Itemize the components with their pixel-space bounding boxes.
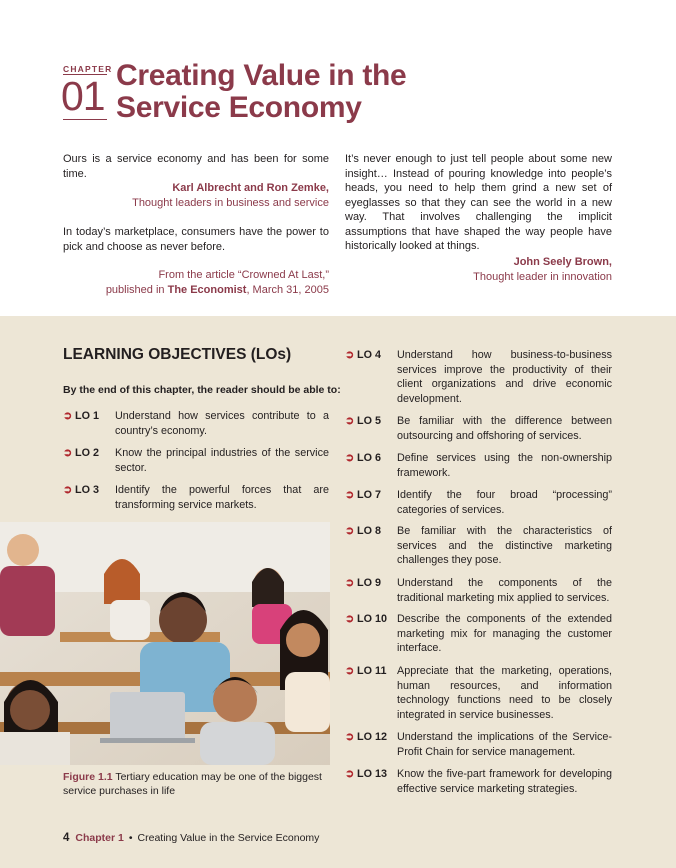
objectives-heading: LEARNING OBJECTIVES (LOs) [63, 346, 292, 363]
arrow-right-icon: ➲ [345, 452, 355, 464]
chapter-title: Creating Value in the Service Economy [116, 59, 407, 124]
arrow-right-icon: ➲ [63, 447, 73, 459]
objective-tag: ➲ LO 12 [345, 731, 388, 743]
objective-lo10 [345, 612, 612, 657]
objective-lo6 [345, 451, 612, 481]
quote-2-source-pre: published in [105, 283, 168, 296]
objective-tag: ➲ LO 9 [345, 577, 382, 589]
objective-text: Understand how business-to-business services improve the productivity of their client organizations and drive economic development. [397, 349, 612, 406]
quote-1-text: Ours is a service economy and has been for some time. [63, 153, 329, 180]
objective-text: Know the five-part framework for developing effective service marketing strategies. [397, 768, 612, 795]
objective-tag: ➲ LO 6 [345, 452, 382, 464]
chapter-label: CHAPTER [63, 64, 113, 74]
footer-bullet: • [128, 832, 133, 844]
objective-text: Describe the components of the extended marketing mix for managing the customer interface. [397, 613, 612, 655]
objective-text: Understand the components of the traditional marketing mix applied to services. [397, 577, 612, 604]
quote-2-date: , March 31, 2005 [246, 283, 329, 296]
quote-1-attribution [63, 181, 329, 210]
objective-text: Identify the four broad “processing” categories of services. [397, 489, 612, 516]
quote-2-source-line1: From the article “Crowned At Last,” [158, 269, 329, 281]
arrow-right-icon: ➲ [345, 731, 355, 743]
objective-lo9 [345, 576, 612, 606]
chapter-rule-bottom [63, 119, 107, 120]
quote-2-publication: The Economist [167, 283, 247, 296]
classroom-photo [0, 522, 330, 765]
arrow-right-icon: ➲ [345, 415, 355, 427]
objective-tag: ➲ LO 10 [345, 613, 388, 625]
objective-tag: ➲ LO 3 [63, 484, 100, 496]
objective-text: Be familiar with the characteristics of services and the distinctive marketing challenges they pose. [397, 525, 612, 567]
arrow-right-icon: ➲ [345, 577, 355, 589]
objective-lo7 [345, 488, 612, 518]
objective-tag: ➲ LO 11 [345, 665, 387, 677]
footer-chapter: Chapter 1 [75, 832, 124, 844]
objective-tag: ➲ LO 4 [345, 349, 382, 361]
objectives-intro: By the end of this chapter, the reader should be able to: [63, 384, 341, 396]
objective-text: Understand how services contribute to a country’s economy. [115, 410, 329, 437]
arrow-right-icon: ➲ [345, 525, 355, 537]
figure-label: Figure 1.1 [63, 771, 113, 783]
footer-title: Creating Value in the Service Economy [137, 832, 320, 844]
objective-tag: ➲ LO 8 [345, 525, 382, 537]
arrow-right-icon: ➲ [345, 349, 355, 361]
objective-lo2 [63, 446, 329, 476]
objective-text: Be familiar with the difference between outsourcing and offshoring of services. [397, 415, 612, 442]
arrow-right-icon: ➲ [345, 613, 355, 625]
arrow-right-icon: ➲ [63, 410, 73, 422]
classroom-illustration [0, 522, 330, 765]
arrow-right-icon: ➲ [345, 665, 355, 677]
objective-lo4 [345, 348, 612, 408]
objective-text: Identify the powerful forces that are transforming service markets. [115, 484, 329, 511]
quote-2-text: In today’s marketplace, consumers have the power to pick and choose as never before. [63, 226, 329, 253]
objective-tag: ➲ LO 1 [63, 410, 100, 422]
objective-tag: ➲ LO 2 [63, 447, 100, 459]
objective-lo8 [345, 524, 612, 569]
arrow-right-icon: ➲ [345, 489, 355, 501]
objective-tag: ➲ LO 7 [345, 489, 382, 501]
figure-caption-text: Tertiary education may be one of the biggest service purchases in life [63, 771, 322, 797]
objective-lo13 [345, 767, 612, 797]
chapter-number: 01 [61, 73, 105, 119]
objective-tag: ➲ LO 13 [345, 768, 388, 780]
objective-text: Define services using the non-ownership framework. [397, 452, 612, 479]
objective-lo11 [345, 664, 612, 724]
arrow-right-icon: ➲ [63, 484, 73, 496]
objective-lo5 [345, 414, 612, 444]
page-footer [63, 832, 319, 844]
objective-tag: ➲ LO 5 [345, 415, 382, 427]
objective-text: Know the principal industries of the service sector. [115, 447, 329, 474]
quote-2-attribution [63, 268, 329, 297]
quote-1-role: Thought leaders in business and service [132, 196, 329, 209]
objective-lo3 [63, 483, 329, 513]
figure-caption [63, 770, 333, 798]
quote-3-attribution [345, 255, 612, 284]
objective-lo12 [345, 730, 612, 760]
objective-text: Appreciate that the marketing, operations, human resources, and information technology functions need to be closely integrated in service businesses. [397, 665, 612, 722]
quote-3-role: Thought leader in innovation [473, 270, 612, 283]
arrow-right-icon: ➲ [345, 768, 355, 780]
quote-1-author: Karl Albrecht and Ron Zemke, [172, 182, 329, 194]
objective-lo1 [63, 409, 329, 439]
objective-text: Understand the implications of the Service-Profit Chain for service management. [397, 731, 612, 758]
quote-3-text: It’s never enough to just tell people about some new insight… Instead of pouring knowledge into people’s heads, you need to help them grind a new set of eyeglasses so that they can see the world in a new way. That involves challenging the implicit assumptions that have shaped the way people have historically looked at things. [345, 153, 612, 252]
page-number: 4 [63, 832, 70, 844]
quote-3-author: John Seely Brown, [513, 256, 612, 268]
